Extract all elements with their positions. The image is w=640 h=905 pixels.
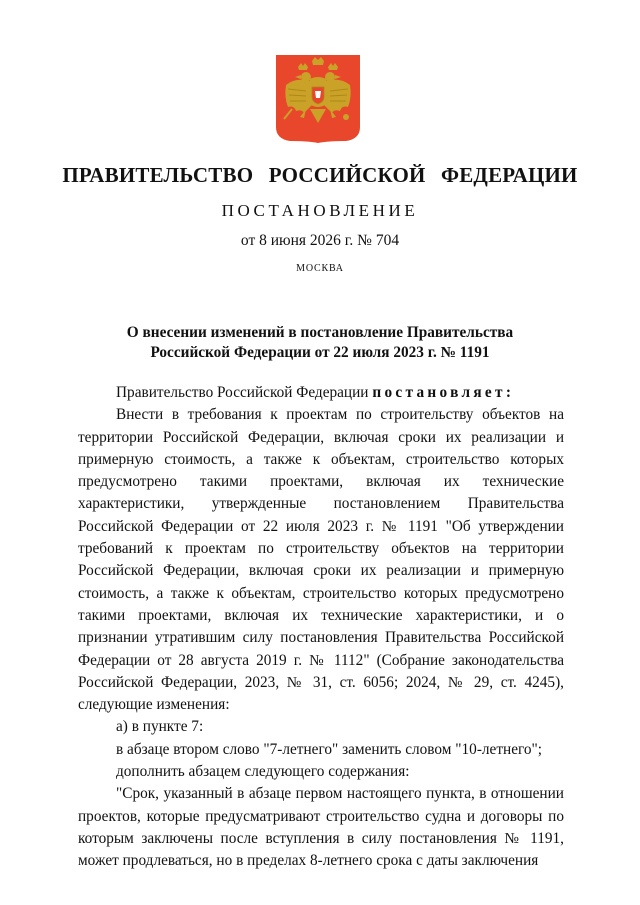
title-part-2: РОССИЙСКОЙ <box>268 163 426 187</box>
heading-line-2: Российской Федерации от 22 июля 2023 г. № 1191 <box>150 344 490 361</box>
body-paragraph-1: Внести в требования к проектам по строительству объектов на территории Российской Федерации, включая сроки их реализации и примерную стоимость, а также к объектам, строительство которых предусмотрено такими проектами, включая их технические характеристики, утвержденные постановлением Правительства Российской Федерации от 22 июля 2023 г. № 1191 "Об утверждении требований к проектам по строительству объектов на территории Российской Федерации, включая сроки их реализации и примерную стоимость, а также к объектам, строительство которых предусмотрено такими проектами, включая их технические характеристики, и о признании утратившим силу постановления Правительства Российской Федерации от 28 августа 2019 г. № 1112" (Собрание законодательства Российской Федерации, 2023, № 31, ст. 6056; 2024, № 29, ст. 4245), следующие изменения: <box>78 406 564 714</box>
preamble-verb: постановляет: <box>372 384 515 401</box>
double-headed-eagle-icon <box>276 55 360 143</box>
body-paragraph-2: а) в пункте 7: <box>116 718 204 736</box>
document-body <box>78 382 564 873</box>
heading-line-1: О внесении изменений в постановление Правительства <box>126 324 514 341</box>
document-date-number: от 8 июня 2026 г. № 704 <box>240 232 400 249</box>
body-paragraph-4: дополнить абзацем следующего содержания: <box>116 763 410 781</box>
title-part-1: ПРАВИТЕЛЬСТВО <box>62 163 254 187</box>
body-paragraph-5: "Срок, указанный в абзаце первом настоящего пункта, в отношении проектов, которые предусматривают строительство судна и договоры по которым заключены после вступления в силу постановления № 1191, может продлеваться, но в пределах 8-летнего срока с даты заключения <box>78 785 564 870</box>
preamble-paragraph <box>78 382 564 404</box>
document-city: МОСКВА <box>296 263 344 274</box>
document-type: ПОСТАНОВЛЕНИЕ <box>221 201 419 220</box>
preamble-text: Правительство Российской Федерации <box>116 384 373 401</box>
coat-of-arms-emblem <box>276 55 360 143</box>
title-part-3: ФЕДЕРАЦИИ <box>440 163 578 187</box>
document-heading <box>0 323 640 363</box>
body-paragraph-3: в абзаце втором слово "7-летнего" заменить словом "10-летнего"; <box>116 740 543 758</box>
government-title <box>0 163 640 188</box>
